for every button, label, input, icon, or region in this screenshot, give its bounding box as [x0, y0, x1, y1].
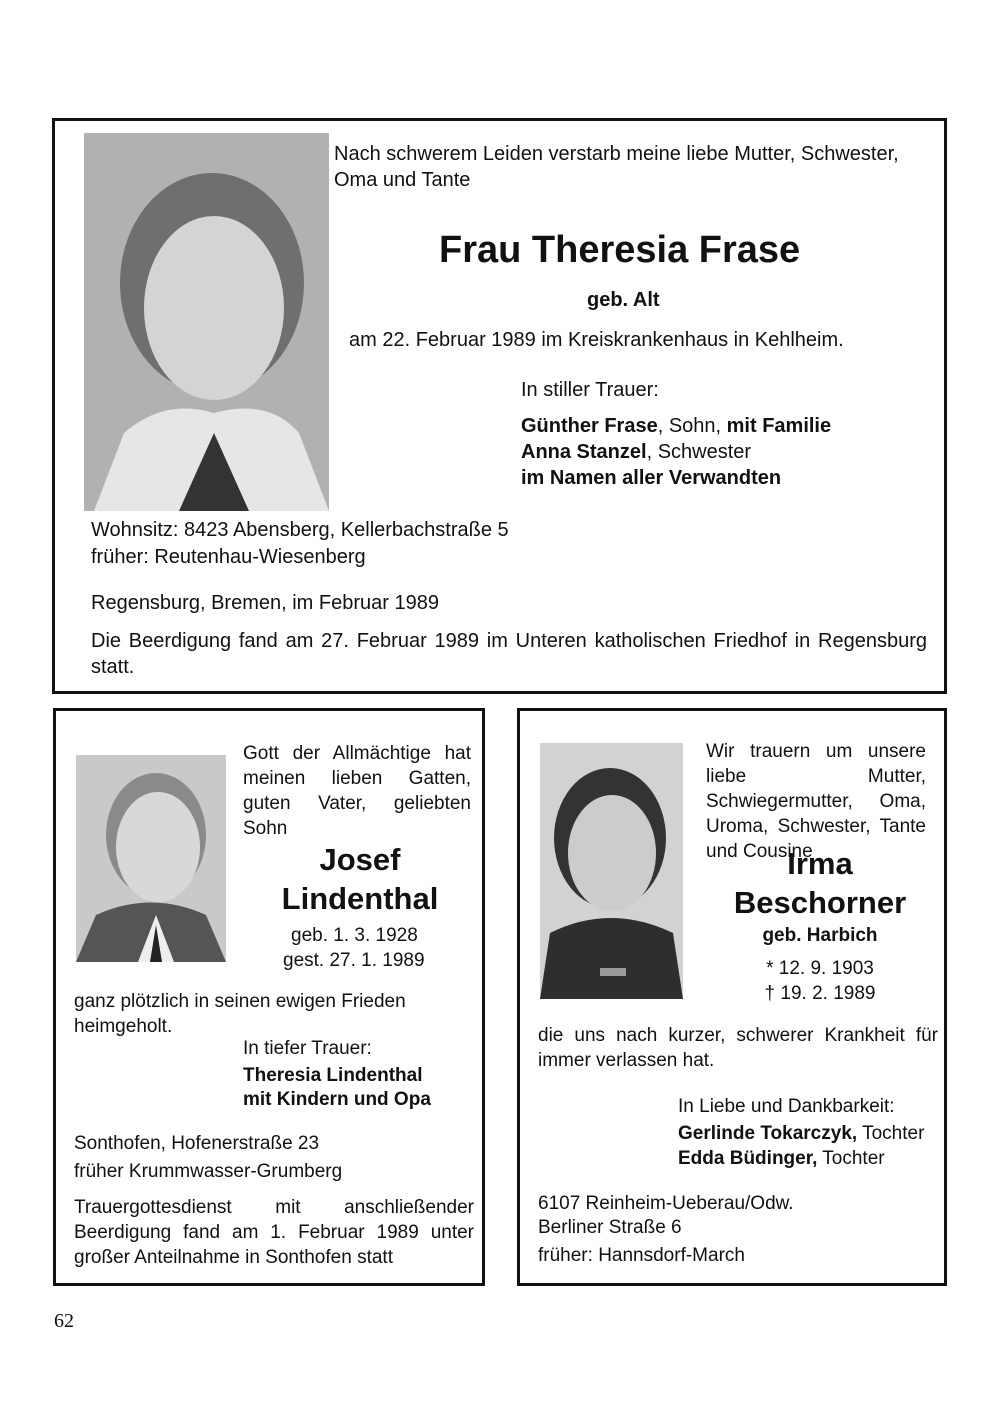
beschorner-former: früher: Hannsdorf-March [538, 1245, 745, 1266]
mourner-relation: , Schwester [646, 441, 752, 463]
notice-beschorner [517, 708, 947, 1286]
frase-maiden: geb. Alt [587, 289, 660, 311]
beschorner-born: * 12. 9. 1903 [766, 958, 874, 979]
lindenthal-service: Trauergottesdienst mit anschließender Beerdigung fand am 1. Februar 1989 unter großer Anteilnahme in Sonthofen statt [74, 1197, 474, 1268]
mourner-name: im Namen aller Verwandten [521, 467, 782, 489]
beschorner-maiden: geb. Harbich [762, 925, 878, 946]
frase-place-date: Regensburg, Bremen, im Februar 1989 [91, 592, 439, 614]
lindenthal-first-name: Josef [319, 842, 401, 877]
beschorner-mourner-row [678, 1146, 924, 1171]
frase-intro: Nach schwerem Leiden verstarb meine liebe Mutter, Schwester, Oma und Tante [334, 143, 899, 191]
beschorner-mourning-heading: In Liebe und Dankbarkeit: [678, 1096, 895, 1117]
notice-frase [52, 118, 947, 694]
lindenthal-born: geb. 1. 3. 1928 [291, 925, 418, 946]
frase-name: Frau Theresia Frase [439, 229, 801, 271]
lindenthal-mourner: Theresia Lindenthal [243, 1065, 423, 1086]
frase-residence: Wohnsitz: 8423 Abensberg, Kellerbachstraße 5 [91, 519, 509, 541]
beschorner-died: † 19. 2. 1989 [764, 983, 876, 1004]
beschorner-mourner-list [678, 1121, 924, 1171]
frase-date-place: am 22. Februar 1989 im Kreiskrankenhaus in Kehlheim. [349, 329, 844, 351]
mourner-name: Günther Frase [521, 415, 658, 437]
frase-mourning-heading: In stiller Trauer: [521, 379, 659, 401]
lindenthal-last-name: Lindenthal [281, 881, 439, 916]
beschorner-intro: Wir trauern um unsere liebe Mutter, Schwiegermutter, Oma, Uroma, Schwester, Tante und Cousine [706, 741, 926, 862]
frase-mourner-row [521, 439, 831, 465]
frase-former: früher: Reutenhau-Wiesenberg [91, 546, 366, 568]
beschorner-last-name: Beschorner [733, 885, 907, 920]
portrait-irma-beschorner [540, 743, 683, 999]
beschorner-passing: die uns nach kurzer, schwerer Krankheit für immer verlassen hat. [538, 1025, 938, 1071]
beschorner-first-name: Irma [787, 846, 853, 881]
frase-mourner-row [521, 465, 831, 491]
mourner-extra: mit Familie [726, 415, 832, 437]
mourner-relation: Tochter [857, 1123, 925, 1144]
mourner-relation: , Sohn, [657, 415, 727, 437]
lindenthal-address: Sonthofen, Hofenerstraße 23 [74, 1133, 320, 1154]
lindenthal-mourner: mit Kindern und Opa [243, 1089, 431, 1110]
beschorner-address-line-1: 6107 Reinheim-Ueberau/Odw. [538, 1193, 794, 1214]
frase-funeral: Die Beerdigung fand am 27. Februar 1989 im Unteren katholischen Friedhof in Regensburg statt. [91, 630, 927, 678]
frase-mourner-row [521, 413, 831, 439]
page-number: 62 [54, 1310, 74, 1332]
portrait-josef-lindenthal [76, 755, 226, 962]
beschorner-mourner-row [678, 1121, 924, 1146]
lindenthal-mourning-heading: In tiefer Trauer: [243, 1038, 372, 1059]
mourner-name: Edda Büdinger, [678, 1148, 818, 1169]
mourner-relation: Tochter [817, 1148, 885, 1169]
beschorner-address-line-2: Berliner Straße 6 [538, 1217, 682, 1238]
frase-mourner-list [521, 413, 831, 491]
lindenthal-intro: Gott der Allmächtige hat meinen lieben Gatten, guten Vater, geliebten Sohn [243, 743, 471, 839]
mourner-name: Anna Stanzel [521, 441, 647, 463]
lindenthal-passing: ganz plötzlich in seinen ewigen Frieden heimgeholt. [74, 991, 406, 1037]
lindenthal-former: früher Krummwasser-Grumberg [74, 1161, 343, 1182]
notice-lindenthal [53, 708, 485, 1286]
lindenthal-died: gest. 27. 1. 1989 [283, 950, 425, 971]
portrait-theresia-frase [84, 133, 329, 511]
mourner-name: Gerlinde Tokarczyk, [678, 1123, 858, 1144]
